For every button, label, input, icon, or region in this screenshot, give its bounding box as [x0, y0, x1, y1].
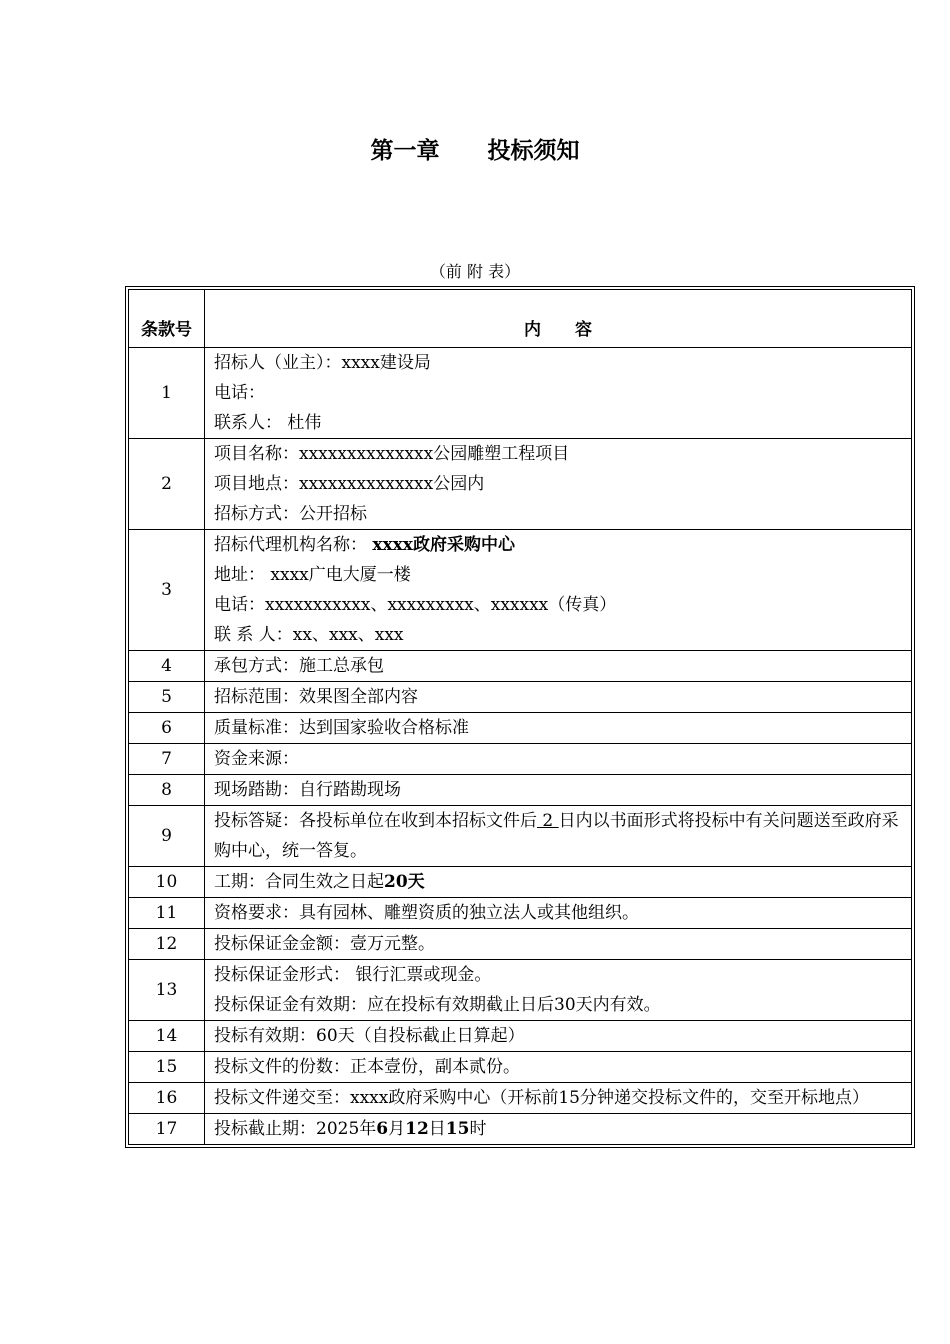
content-line: 联系人： 杜伟 [214, 413, 322, 433]
deadline-prefix: 投标截止期：2025年 [214, 1119, 377, 1139]
table-row [129, 530, 912, 651]
clause-content: 投标文件的份数：正本壹份，副本贰份。 [205, 1052, 912, 1083]
table-row [129, 898, 912, 929]
duration-text: 工期：合同生效之日起 [214, 872, 384, 892]
clause-content [205, 806, 912, 867]
clause-content: 投标保证金金额：壹万元整。 [205, 929, 912, 960]
table-row [129, 1114, 912, 1145]
clause-number: 2 [129, 439, 205, 530]
clause-number: 13 [129, 960, 205, 1021]
clause-content [205, 1114, 912, 1145]
clause-number: 4 [129, 651, 205, 682]
header-content: 内 容 [205, 290, 912, 348]
table-row [129, 806, 912, 867]
clause-content: 资金来源： [205, 744, 912, 775]
clause-content: 质量标准：达到国家验收合格标准 [205, 713, 912, 744]
qa-text-b: 日内以书面形式将投标中有关问题送至政府采购中心，统一答复。 [214, 811, 899, 861]
content-line: 投标保证金有效期：应在投标有效期截止日后30天内有效。 [214, 995, 661, 1015]
clause-number: 11 [129, 898, 205, 929]
deadline-hour-unit: 时 [469, 1119, 487, 1139]
clause-content: 现场踏勘：自行踏勘现场 [205, 775, 912, 806]
clause-content [205, 530, 912, 651]
deadline-day-unit: 日 [428, 1119, 446, 1139]
clause-content [205, 867, 912, 898]
appendix-table-frame [125, 286, 915, 1148]
content-line: 电话：xxxxxxxxxxx、xxxxxxxxx、xxxxxx（传真） [214, 595, 617, 615]
header-clause-no: 条款号 [129, 290, 205, 348]
table-row [129, 348, 912, 439]
clause-content: 招标范围：效果图全部内容 [205, 682, 912, 713]
qa-days: 2 [537, 811, 559, 831]
content-line: 项目地点：xxxxxxxxxxxxxx公园内 [214, 474, 485, 494]
deadline-day: 12 [405, 1119, 429, 1139]
content-line [214, 530, 907, 560]
clause-number: 3 [129, 530, 205, 651]
clause-content: 投标有效期：60天（自投标截止日算起） [205, 1021, 912, 1052]
clause-content: 承包方式：施工总承包 [205, 651, 912, 682]
deadline-hour: 15 [445, 1119, 470, 1139]
deadline-month: 6 [376, 1119, 389, 1139]
table-row [129, 775, 912, 806]
table-row [129, 1052, 912, 1083]
content-line: 投标保证金形式： 银行汇票或现金。 [214, 965, 492, 985]
content-line: 联 系 人：xx、xxx、xxx [214, 625, 404, 645]
clause-number: 9 [129, 806, 205, 867]
table-row [129, 960, 912, 1021]
table-row [129, 867, 912, 898]
table-row [129, 1083, 912, 1114]
deadline-month-unit: 月 [388, 1119, 406, 1139]
content-line: 地址： xxxx广电大厦一楼 [214, 565, 411, 585]
qa-text-a: 投标答疑：各投标单位在收到本招标文件后 [214, 811, 537, 831]
clause-number: 14 [129, 1021, 205, 1052]
clause-number: 12 [129, 929, 205, 960]
table-subtitle: （前 附 表） [429, 262, 521, 281]
duration-days: 20天 [384, 872, 425, 892]
clause-number: 6 [129, 713, 205, 744]
agency-label: 招标代理机构名称： [214, 535, 367, 555]
table-row [129, 682, 912, 713]
clause-content: 资格要求：具有园林、雕塑资质的独立法人或其他组织。 [205, 898, 912, 929]
table-header-row [129, 290, 912, 348]
appendix-table [128, 289, 912, 1145]
clause-number: 15 [129, 1052, 205, 1083]
content-line: 项目名称：xxxxxxxxxxxxxx公园雕塑工程项目 [214, 444, 570, 464]
clause-content: 投标文件递交至：xxxx政府采购中心（开标前15分钟递交投标文件的，交至开标地点） [205, 1083, 912, 1114]
clause-number: 16 [129, 1083, 205, 1114]
table-row [129, 744, 912, 775]
clause-content [205, 348, 912, 439]
clause-number: 1 [129, 348, 205, 439]
table-row [129, 651, 912, 682]
chapter-title: 第一章 投标须知 [370, 137, 580, 164]
table-row [129, 929, 912, 960]
table-row [129, 439, 912, 530]
clause-content [205, 960, 912, 1021]
agency-name: xxxx政府采购中心 [372, 535, 515, 555]
table-row [129, 1021, 912, 1052]
clause-number: 7 [129, 744, 205, 775]
content-line: 招标人（业主）：xxxx建设局 [214, 353, 431, 373]
clause-number: 5 [129, 682, 205, 713]
clause-number: 17 [129, 1114, 205, 1145]
clause-number: 10 [129, 867, 205, 898]
table-row [129, 713, 912, 744]
clause-number: 8 [129, 775, 205, 806]
content-line: 招标方式：公开招标 [214, 504, 367, 524]
content-line: 电话： [214, 383, 265, 403]
clause-content [205, 439, 912, 530]
